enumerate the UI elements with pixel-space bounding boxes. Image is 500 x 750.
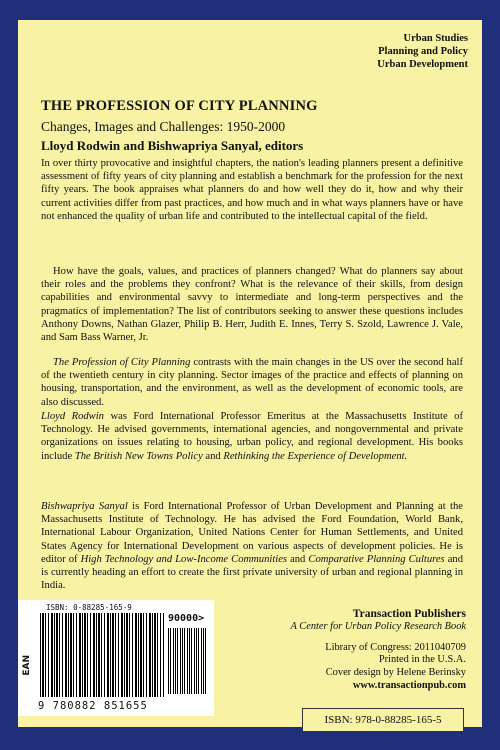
category-label: Urban Development [377, 59, 468, 70]
barcode-number: 9 780882 851655 [38, 700, 148, 712]
author-name: Bishwapriya Sanyal [41, 501, 128, 512]
publisher-series: A Center for Urban Policy Research Book [290, 620, 466, 632]
barcode-ean-label: EAN [22, 655, 32, 676]
bio-text: and [287, 553, 309, 565]
bio-text: and [202, 450, 224, 462]
publisher-info [291, 608, 466, 693]
bio-rodwin [41, 410, 463, 463]
category-label: Urban Studies [403, 33, 468, 44]
bio-text: and is currently heading an effort to create the first private university of urban and regional planning in India. [41, 553, 463, 592]
isbn-box: ISBN: 978-0-88285-165-5 [302, 708, 464, 732]
description-paragraph-2: How have the goals, values, and practices of planners changed? What do planners say about their roles and the problems they confront? What is the relevance of their skills, from design capabilities and environmental savvy to intermediate and long-term perspectives and the pragmatics of implementation? The list of contributors seeking to answer these questions includes Anthony Downs, Nathan Glazer, Philip B. Herr, Judith E. Innes, Terry S. Szold, Lawrence J. Vale, and Sam Bass Warner, Jr. [41, 266, 463, 344]
book-reference: High Technology and Low-Income Communities [80, 553, 288, 565]
description-paragraph-1: In over thirty provocative and insightful chapters, the nation's leading planners present a definitive assessment of fifty years of city planning and establish a benchmark for the profession for the next fifty years. The book appraises what planners do and how well they do it, how and why their current activities differ from past practices, and how much and in what ways planners have or have not enhanced the quality of urban life and contributed to the intellectual capital of the field. [41, 158, 463, 222]
book-editors: Lloyd Rodwin and Bishwapriya Sanyal, editors [41, 138, 304, 153]
library-of-congress: Library of Congress: 2011040709 [325, 641, 466, 653]
description-paragraph-3 [41, 356, 463, 409]
category-label: Planning and Policy [378, 46, 468, 57]
bio-sanyal [41, 500, 463, 592]
bio-text: was Ford International Professor Emeritus at the Massachusetts Institute of Technology. He advised governments, international agencies, and nongovernmental and private organizations on issues relating to housing, urban policy, and regional development. His books include [41, 411, 463, 462]
book-title: THE PROFESSION OF CITY PLANNING [41, 98, 318, 114]
printed-in: Printed in the U.S.A. [378, 654, 466, 666]
barcode-isbn: ISBN: 0-88285-165-9 [46, 603, 132, 612]
paragraph-text: contrasts with the main changes in the US over the second half of the twentieth century in city planning. Sector images of the practice and effects of planning on housing, transportation, and the environment, as well as the development of economic tools, are also discussed. [41, 357, 463, 408]
barcode-addon-bars [168, 628, 208, 694]
publisher-website: www.transactionpub.com [352, 679, 466, 691]
bio-text: is Ford International Professor of Urban Development and Planning at the Massachusetts Institute of Technology. He has advised the Ford Foundation, World Bank, International Labour Organization, United Nations Center for Human Settlements, and United States Agency for International Development on various aspects of development policies. He is editor of [41, 501, 463, 565]
author-name: Lloyd Rodwin [41, 411, 104, 422]
book-title-italic: The Profession of City Planning [53, 357, 191, 368]
barcode [18, 600, 214, 716]
book-subtitle: Changes, Images and Challenges: 1950-2000 [41, 119, 286, 134]
subject-categories [377, 32, 468, 71]
publisher-name: Transaction Publishers [352, 608, 466, 620]
book-reference: The British New Towns Policy [74, 450, 203, 462]
book-reference: Comparative Planning Cultures [308, 553, 445, 565]
barcode-bars [40, 613, 164, 697]
cover-design-credit: Cover design by Helene Berinsky [325, 667, 466, 679]
book-reference: Rethinking the Experience of Development. [223, 450, 408, 462]
barcode-price-code: 90000> [168, 613, 205, 624]
